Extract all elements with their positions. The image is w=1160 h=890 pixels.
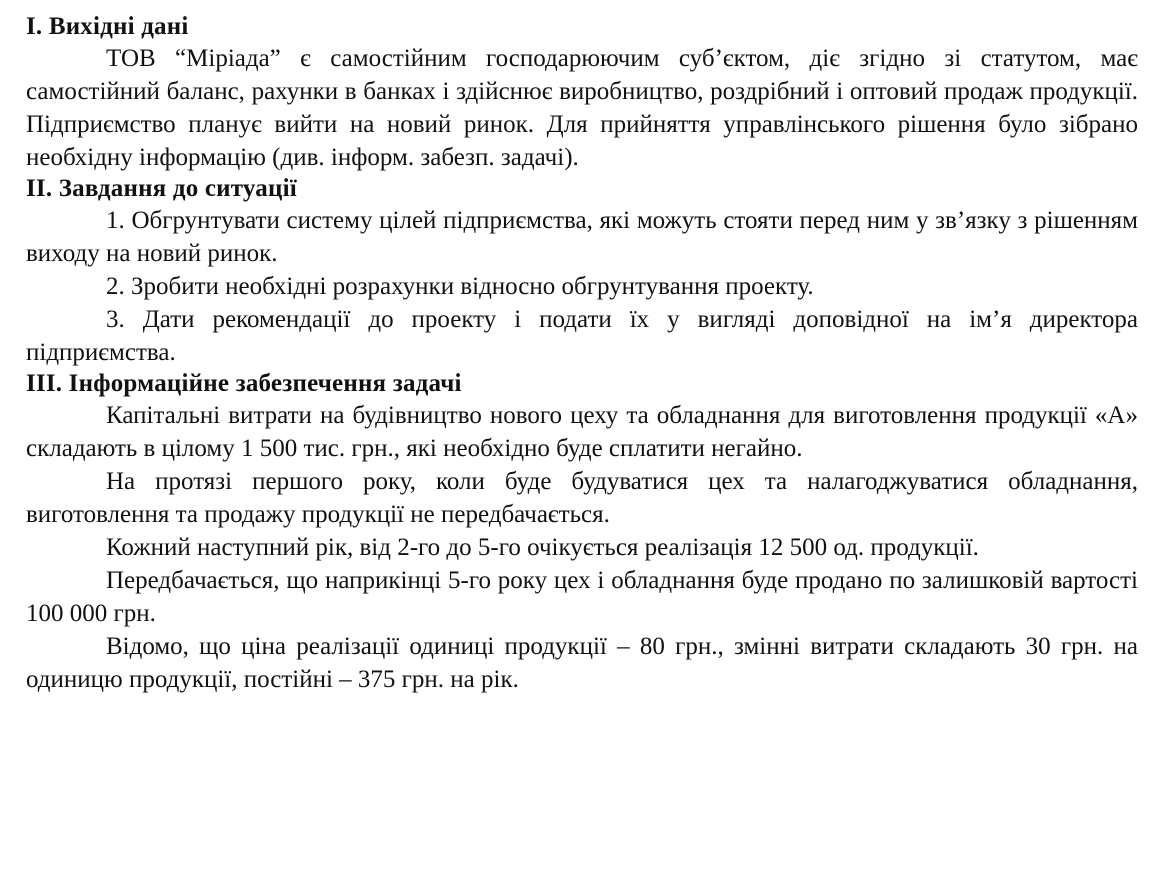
info-paragraph-capital-costs: Капітальні витрати на будівництво нового цеху та обладнання для виготовлення продукції «А» складають в цілому 1 500 тис. грн., які необхідно буде сплатити негайно.	[26, 402, 1138, 462]
section-heading-tasks: II. Завдання до ситуації	[26, 175, 297, 202]
info-paragraph-price-costs: Відомо, що ціна реалізації одиниці продукції – 80 грн., змінні витрати складають 30 грн. на одиницю продукції, постійні – 375 грн. на рік.	[26, 633, 1138, 693]
task-item-1: 1. Обгрунтувати систему цілей підприємства, які можуть стояти перед ним у зв’язку з рішенням виходу на новий ринок.	[26, 207, 1138, 267]
info-paragraph-first-year: На протязі першого року, коли буде будуватися цех та налагоджуватися обладнання, виготовлення та продажу продукції не передбачається.	[26, 468, 1138, 528]
info-paragraph-residual-value: Передбачається, що наприкінці 5-го року цех і обладнання буде продано по залишковій вартості 100 000 грн.	[26, 567, 1138, 627]
task-item-2: 2. Зробити необхідні розрахунки відносно обгрунтування проекту.	[106, 273, 814, 300]
section-heading-initial-data: I. Вихідні дані	[26, 13, 189, 40]
info-paragraph-sales-volume: Кожний наступний рік, від 2-го до 5-го очікується реалізація 12 500 од. продукції.	[106, 534, 979, 561]
initial-data-paragraph: ТОВ “Міріада” є самостійним господарюючим суб’єктом, діє згідно зі статутом, має самостійний баланс, рахунки в банках і здійснює виробництво, роздрібний і оптовий продаж продукції. Підприємство планує вийти на новий ринок. Для прийняття управлінського рішення було зібрано необхідну інформацію (див. інформ. забезп. задачі).	[26, 45, 1138, 171]
section-heading-info-support: III. Інформаційне забезпечення задачі	[26, 370, 462, 397]
task-item-3: 3. Дати рекомендації до проекту і подати їх у вигляді доповідної на ім’я директора підприємства.	[26, 306, 1138, 366]
